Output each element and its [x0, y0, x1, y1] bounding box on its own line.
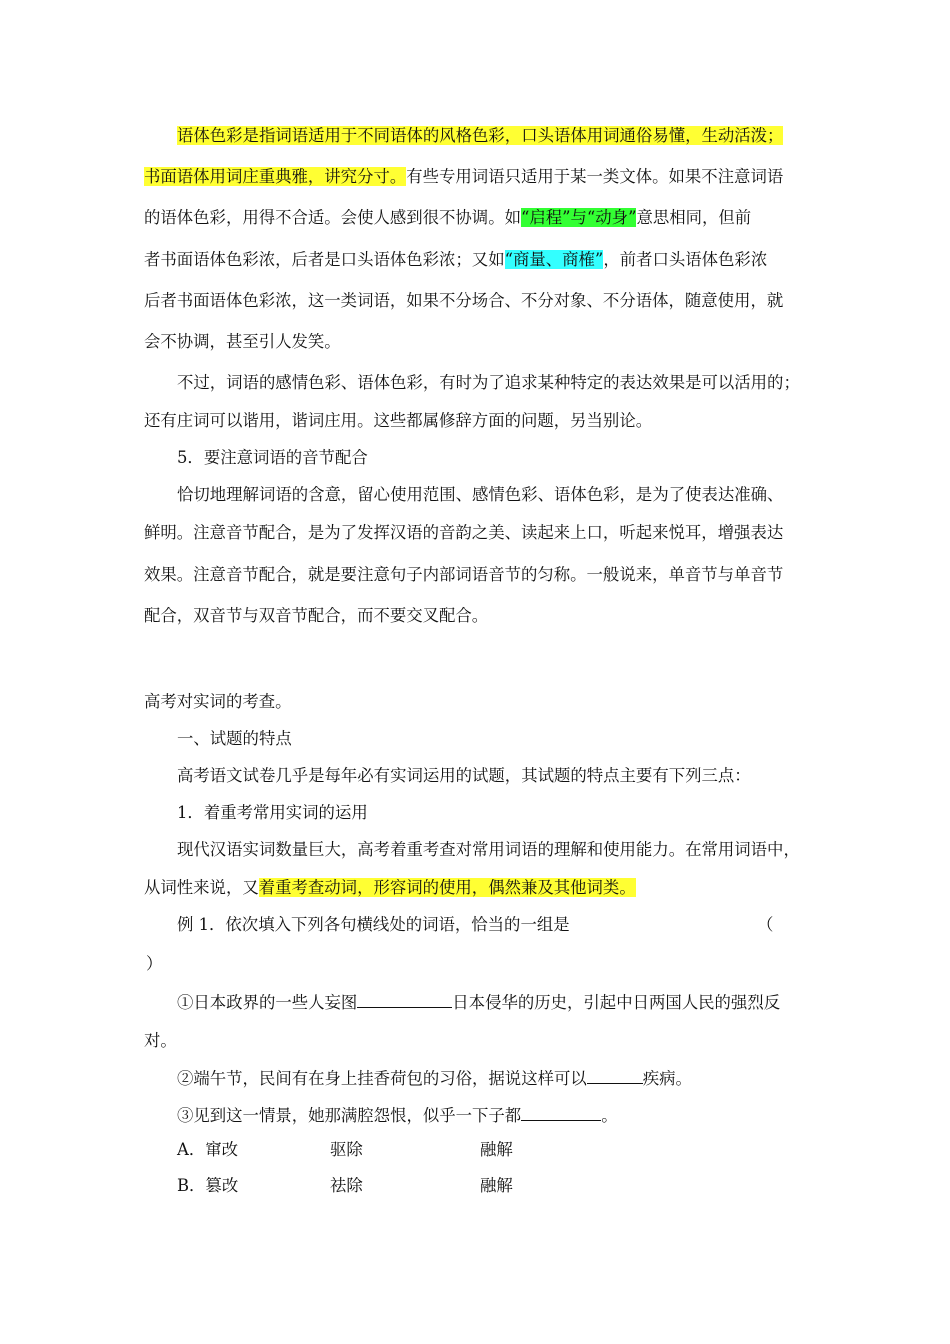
- highlight-green: “启程”与“动身”: [520, 208, 637, 227]
- answer-paren-open: （: [757, 915, 774, 934]
- subheading-1: 一、试题的特点: [177, 729, 292, 748]
- section-title: 高考对实词的考查。: [144, 692, 292, 711]
- sentence-3: [177, 1105, 618, 1127]
- answer-paren-close: ）: [146, 954, 163, 973]
- text: 有些专用词语只适用于某一类文体。如果不注意词语: [406, 167, 784, 186]
- para1-line5: 后者书面语体色彩浓，这一类词语，如果不分场合、不分对象、不分语体，随意使用，就: [144, 291, 784, 310]
- para1-line3: [144, 207, 751, 229]
- para4-line1: 现代汉语实词数量巨大，高考着重考查对常用词语的理解和使用能力。在常用词语中，: [177, 840, 800, 859]
- para2-line1: 不过，词语的感情色彩、语体色彩，有时为了追求某种特定的表达效果是可以活用的；: [177, 373, 800, 392]
- highlight-cyan: “商量、商榷”: [504, 250, 604, 269]
- heading-5: 5．要注意词语的音节配合: [177, 448, 368, 467]
- option-word: 融解: [480, 1140, 513, 1159]
- text: 从词性来说，又: [144, 878, 259, 897]
- highlight-yellow: 书面语体用词庄重典雅，讲究分寸。: [144, 167, 407, 186]
- text: 者书面语体色彩浓，后者是口头语体色彩浓；又如: [144, 250, 505, 269]
- highlight-yellow: 着重考查动词，形容词的使用，偶然兼及其他词类。: [258, 878, 636, 897]
- text: ①日本政界的一些人妄图: [177, 993, 358, 1012]
- text: 的语体色彩，用得不合适。会使人感到很不协调。如: [144, 208, 521, 227]
- para1-line2: [144, 166, 783, 188]
- highlight-yellow: 语体色彩是指词语适用于不同语体的风格色彩，口头语体用词通俗易懂，生动活泼；: [177, 126, 784, 145]
- option-b[interactable]: [0, 1175, 950, 1197]
- para3-line1: 恰切地理解词语的含意，留心使用范围、感情色彩、语体色彩，是为了使表达准确、: [177, 485, 784, 504]
- example-stem: 例 1．依次填入下列各句横线处的词语，恰当的一组是: [177, 915, 570, 934]
- point-1: 1．着重考常用实词的运用: [177, 803, 368, 822]
- fill-blank[interactable]: [521, 1105, 601, 1121]
- text: 。: [601, 1106, 618, 1125]
- text: ②端午节，民间有在身上挂香荷包的习俗，据说这样可以: [177, 1069, 587, 1088]
- text: 疾病。: [642, 1069, 692, 1088]
- text: ，前者口头语体色彩浓: [603, 250, 768, 269]
- sentence-1: [177, 992, 780, 1014]
- para2-line2: 还有庄词可以谐用，谐词庄用。这些都属修辞方面的问题，另当别论。: [144, 411, 653, 430]
- para3-line3: 效果。注意音节配合，就是要注意句子内部词语音节的匀称。一般说来，单音节与单音节: [144, 565, 784, 584]
- option-a[interactable]: [0, 1139, 950, 1161]
- para1-line4: [144, 249, 767, 271]
- option-label: B．篡改: [177, 1176, 239, 1195]
- para1-line6: 会不协调，甚至引人发笑。: [144, 332, 341, 351]
- sentence-1-cont: 对。: [144, 1031, 177, 1050]
- option-label: A．窜改: [177, 1140, 239, 1159]
- option-word: 驱除: [330, 1140, 363, 1159]
- option-word: 融解: [480, 1176, 513, 1195]
- fill-blank[interactable]: [587, 1068, 643, 1084]
- para3-line2: 鲜明。注意音节配合，是为了发挥汉语的音韵之美、读起来上口，听起来悦耳，增强表达: [144, 523, 784, 542]
- para4-line2: [144, 877, 636, 899]
- intro-line: 高考语文试卷几乎是每年必有实词运用的试题，其试题的特点主要有下列三点：: [177, 766, 751, 785]
- option-word: 祛除: [330, 1176, 363, 1195]
- para3-line4: 配合，双音节与双音节配合，而不要交叉配合。: [144, 606, 489, 625]
- text: ③见到这一情景，她那满腔怨恨，似乎一下子都: [177, 1106, 522, 1125]
- para1-line1: [177, 125, 783, 147]
- sentence-2: [177, 1068, 692, 1090]
- text: 意思相同，但前: [636, 208, 752, 227]
- text: 日本侵华的历史，引起中日两国人民的强烈反: [452, 993, 781, 1012]
- fill-blank[interactable]: [357, 992, 452, 1008]
